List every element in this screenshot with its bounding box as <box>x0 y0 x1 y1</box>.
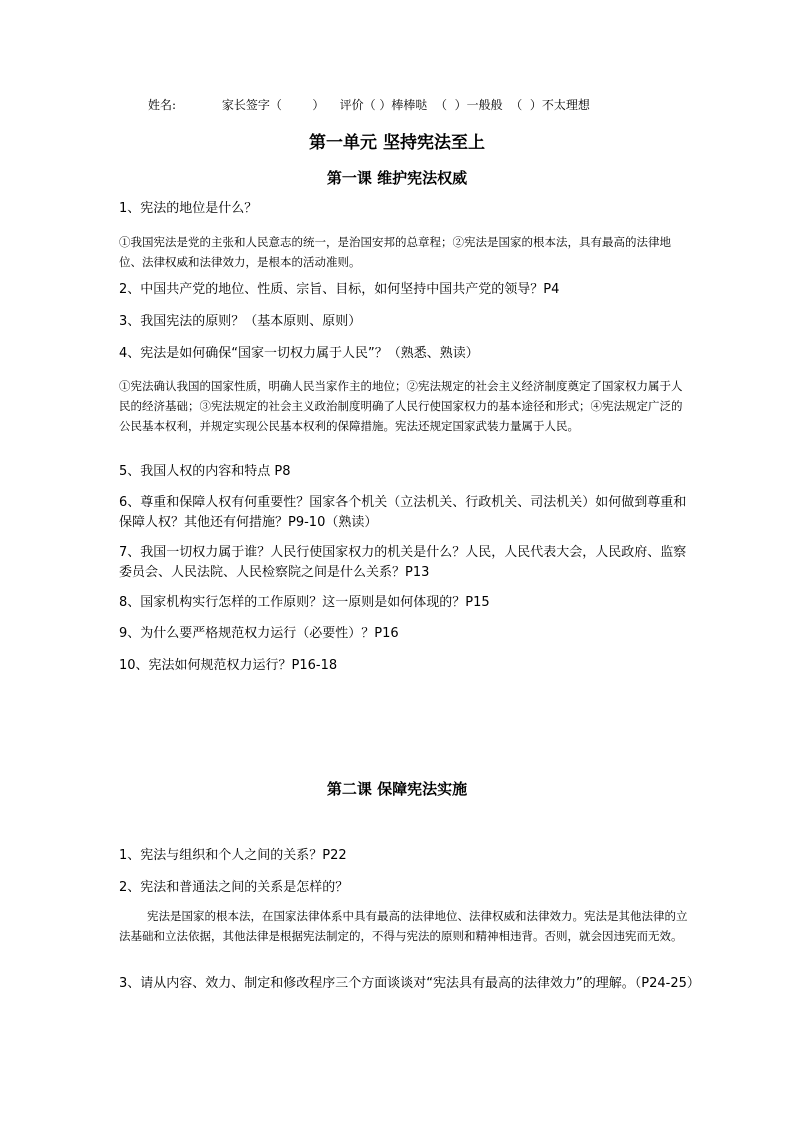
lesson1-answer-4: ①宪法确认我国的国家性质，明确人民当家作主的地位；②宪法规定的社会主义经济制度奠定了国家权力属于人民的经济基础；③宪法规定的社会主义政治制度明确了人民行使国家权力的基本途径和形式；④宪法规定广泛的公民基本权利，并规定实现公民基本权利的保障措施。宪法还规定国家武装力量属于人民。 <box>119 379 683 433</box>
lesson2-question-3: 3、请从内容、效力、制定和修改程序三个方面谈谈对“宪法具有最高的法律效力”的理解。（P24-25） <box>119 976 700 991</box>
lesson2-question-2: 2、宪法和普通法之间的关系是怎样的？ <box>119 880 349 895</box>
lesson1-question-2: 2、中国共产党的地位、性质、宗旨、目标，如何坚持中国共产党的领导？P4 <box>119 282 560 297</box>
unit-title: 第一单元 坚持宪法至上 <box>309 133 485 153</box>
lesson1-question-3: 3、我国宪法的原则？（基本原则、原则） <box>119 314 362 329</box>
lesson1-question-7: 7、我国一切权力属于谁？人民行使国家权力的机关是什么？人民，人民代表大会，人民政府、监察委员会、人民法院、人民检察院之间是什么关系？P13 <box>119 545 687 580</box>
lesson2-answer-2: 宪法是国家的根本法，在国家法律体系中具有最高的法律地位、法律权威和法律效力。宪法是其他法律的立法基础和立法依据，其他法律是根据宪法制定的，不得与宪法的原则和精神相违背。否则，就会因违宪而无效。 <box>119 909 688 943</box>
lesson2-question-1: 1、宪法与组织和个人之间的关系？P22 <box>119 848 347 863</box>
lesson1-question-1: 1、宪法的地位是什么？ <box>119 201 258 216</box>
lesson1-question-4: 4、宪法是如何确保“国家一切权力属于人民”？（熟悉、熟读） <box>119 346 479 361</box>
lesson1-question-6: 6、尊重和保障人权有何重要性？国家各个机关（立法机关、行政机关、司法机关）如何做到尊重和保障人权？其他还有何措施？P9-10（熟读） <box>119 495 687 530</box>
lesson1-question-9: 9、为什么要严格规范权力运行（必要性）？P16 <box>119 626 399 641</box>
lesson1-question-10: 10、宪法如何规范权力运行？P16-18 <box>119 658 338 673</box>
student-info-header: 姓名: 家长签字（ ） 评价（ ）棒棒哒 （ ）一般般 （ ）不太理想 <box>148 98 590 112</box>
lesson1-question-5: 5、我国人权的内容和特点 P8 <box>119 464 291 479</box>
lesson1-answer-1: ①我国宪法是党的主张和人民意志的统一，是治国安邦的总章程；②宪法是国家的根本法，具有最高的法律地位、法律权威和法律效力，是根本的活动准则。 <box>119 235 671 269</box>
lesson2-title: 第二课 保障宪法实施 <box>326 780 468 798</box>
lesson1-title: 第一课 维护宪法权威 <box>326 169 468 187</box>
lesson1-question-8: 8、国家机构实行怎样的工作原则？这一原则是如何体现的？P15 <box>119 595 490 610</box>
